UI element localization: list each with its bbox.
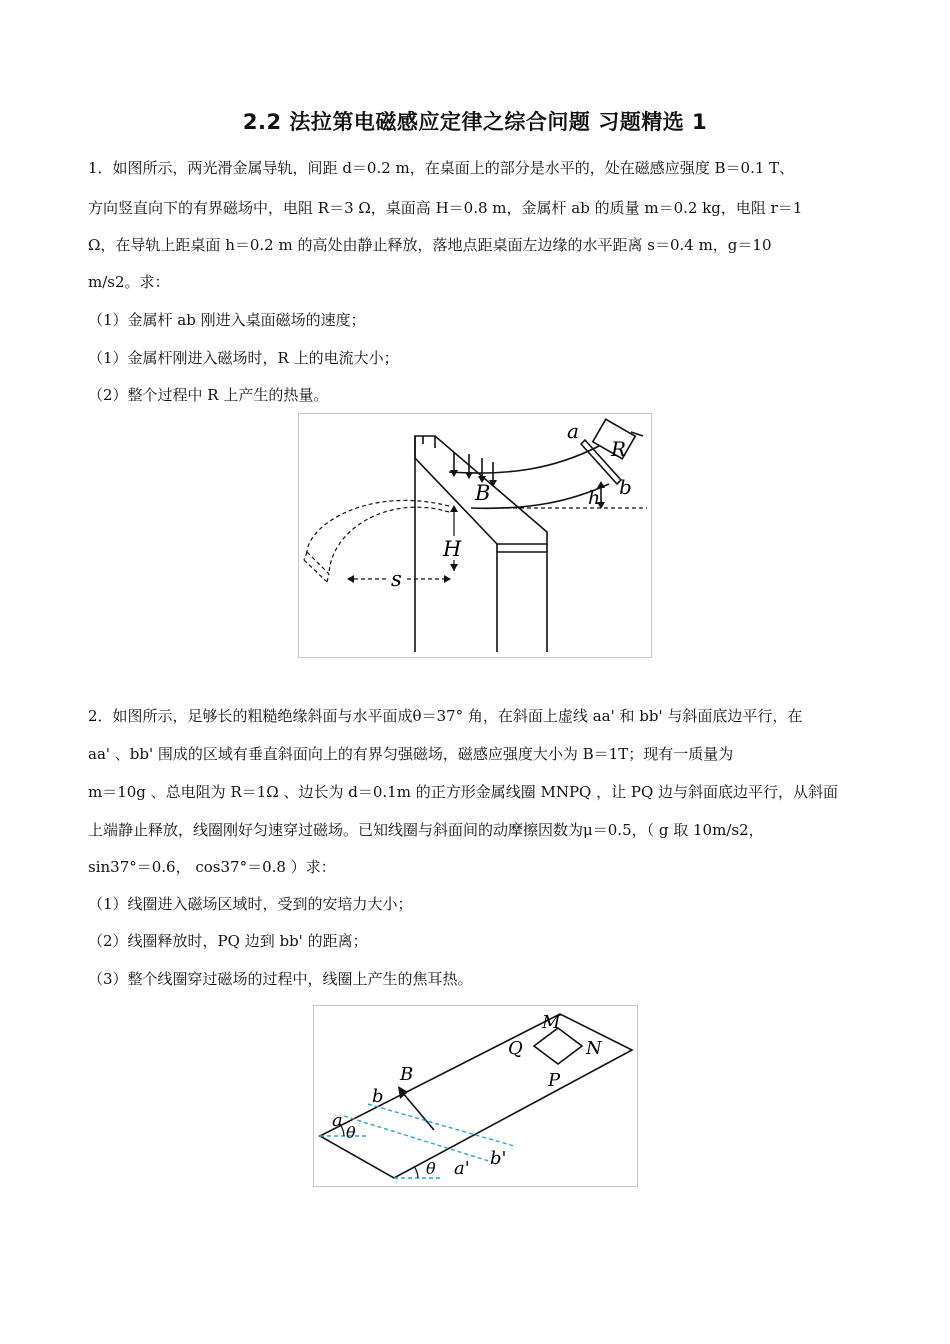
q2-label-M: M — [542, 1012, 561, 1033]
q1-line-2: 方向竖直向下的有界磁场中，电阻 R＝3 Ω，桌面高 H＝0.8 m，金属杆 ab 的质量 m＝0.2 kg，电阻 r＝1 — [88, 199, 803, 217]
q2-label-P: P — [548, 1070, 561, 1091]
q2-label-N: N — [586, 1038, 602, 1059]
q2-label-b-prime: b' — [490, 1148, 507, 1169]
q2-subquestion-2: （2）线圈释放时，PQ 边到 bb' 的距离； — [88, 932, 368, 950]
q1-label-R: R — [611, 437, 627, 461]
q2-line-2: aa' 、bb' 围成的区域有垂直斜面向上的有界匀强磁场，磁感应强度大小为 B＝1T；现有一质量为 — [88, 745, 734, 763]
q1-subquestion-3: （2）整个过程中 R 上产生的热量。 — [88, 386, 329, 404]
q1-label-a: a — [567, 419, 579, 443]
q2-label-a: a — [332, 1110, 343, 1131]
q2-line-4: 上端静止释放，线圈刚好匀速穿过磁场。已知线圈与斜面间的动摩擦因数为μ＝0.5，（ g 取 10m/s2， — [88, 821, 764, 839]
q2-label-Q: Q — [508, 1038, 523, 1059]
q1-label-b: b — [619, 475, 632, 499]
q1-label-h: h — [588, 487, 601, 509]
q2-line-3: m＝10g 、总电阻为 R＝1Ω 、边长为 d＝0.1m 的正方形金属线圈 MNPQ ，让 PQ 边与斜面底边平行，从斜面 — [88, 783, 839, 801]
q2-label-a-prime: a' — [454, 1158, 470, 1179]
q1-label-B: B — [475, 481, 491, 505]
q1-figure — [298, 413, 652, 658]
q1-subquestion-1: （1）金属杆 ab 刚进入桌面磁场的速度； — [88, 311, 366, 329]
q2-label-b: b — [372, 1086, 384, 1107]
q2-line-5: sin37°＝0.6， cos37°＝0.8 ）求： — [88, 858, 336, 876]
q2-label-theta1: θ — [346, 1123, 356, 1142]
q1-subquestion-2: （1）金属杆刚进入磁场时，R 上的电流大小； — [88, 349, 399, 367]
q1-line-1: 1．如图所示，两光滑金属导轨，间距 d＝0.2 m，在桌面上的部分是水平的，处在磁感应强度 B＝0.1 T、 — [88, 159, 795, 177]
q1-line-4: m/s2。求： — [88, 273, 170, 291]
q1-label-H: H — [443, 537, 462, 561]
q2-label-theta2: θ — [426, 1159, 436, 1178]
q1-label-s: s — [391, 567, 402, 591]
page-title: 2.2 法拉第电磁感应定律之综合问题 习题精选 1 — [242, 110, 708, 134]
q2-label-B: B — [400, 1064, 414, 1085]
q1-line-3: Ω，在导轨上距桌面 h＝0.2 m 的高处由静止释放，落地点距桌面左边缘的水平距离 s＝0.4 m，g＝10 — [88, 236, 772, 254]
q2-line-1: 2．如图所示，足够长的粗糙绝缘斜面与水平面成θ＝37° 角，在斜面上虚线 aa' 和 bb' 与斜面底边平行，在 — [88, 707, 803, 725]
q2-subquestion-3: （3）整个线圈穿过磁场的过程中，线圈上产生的焦耳热。 — [88, 970, 473, 988]
q2-figure — [313, 1005, 638, 1187]
q2-subquestion-1: （1）线圈进入磁场区域时，受到的安培力大小； — [88, 895, 413, 913]
